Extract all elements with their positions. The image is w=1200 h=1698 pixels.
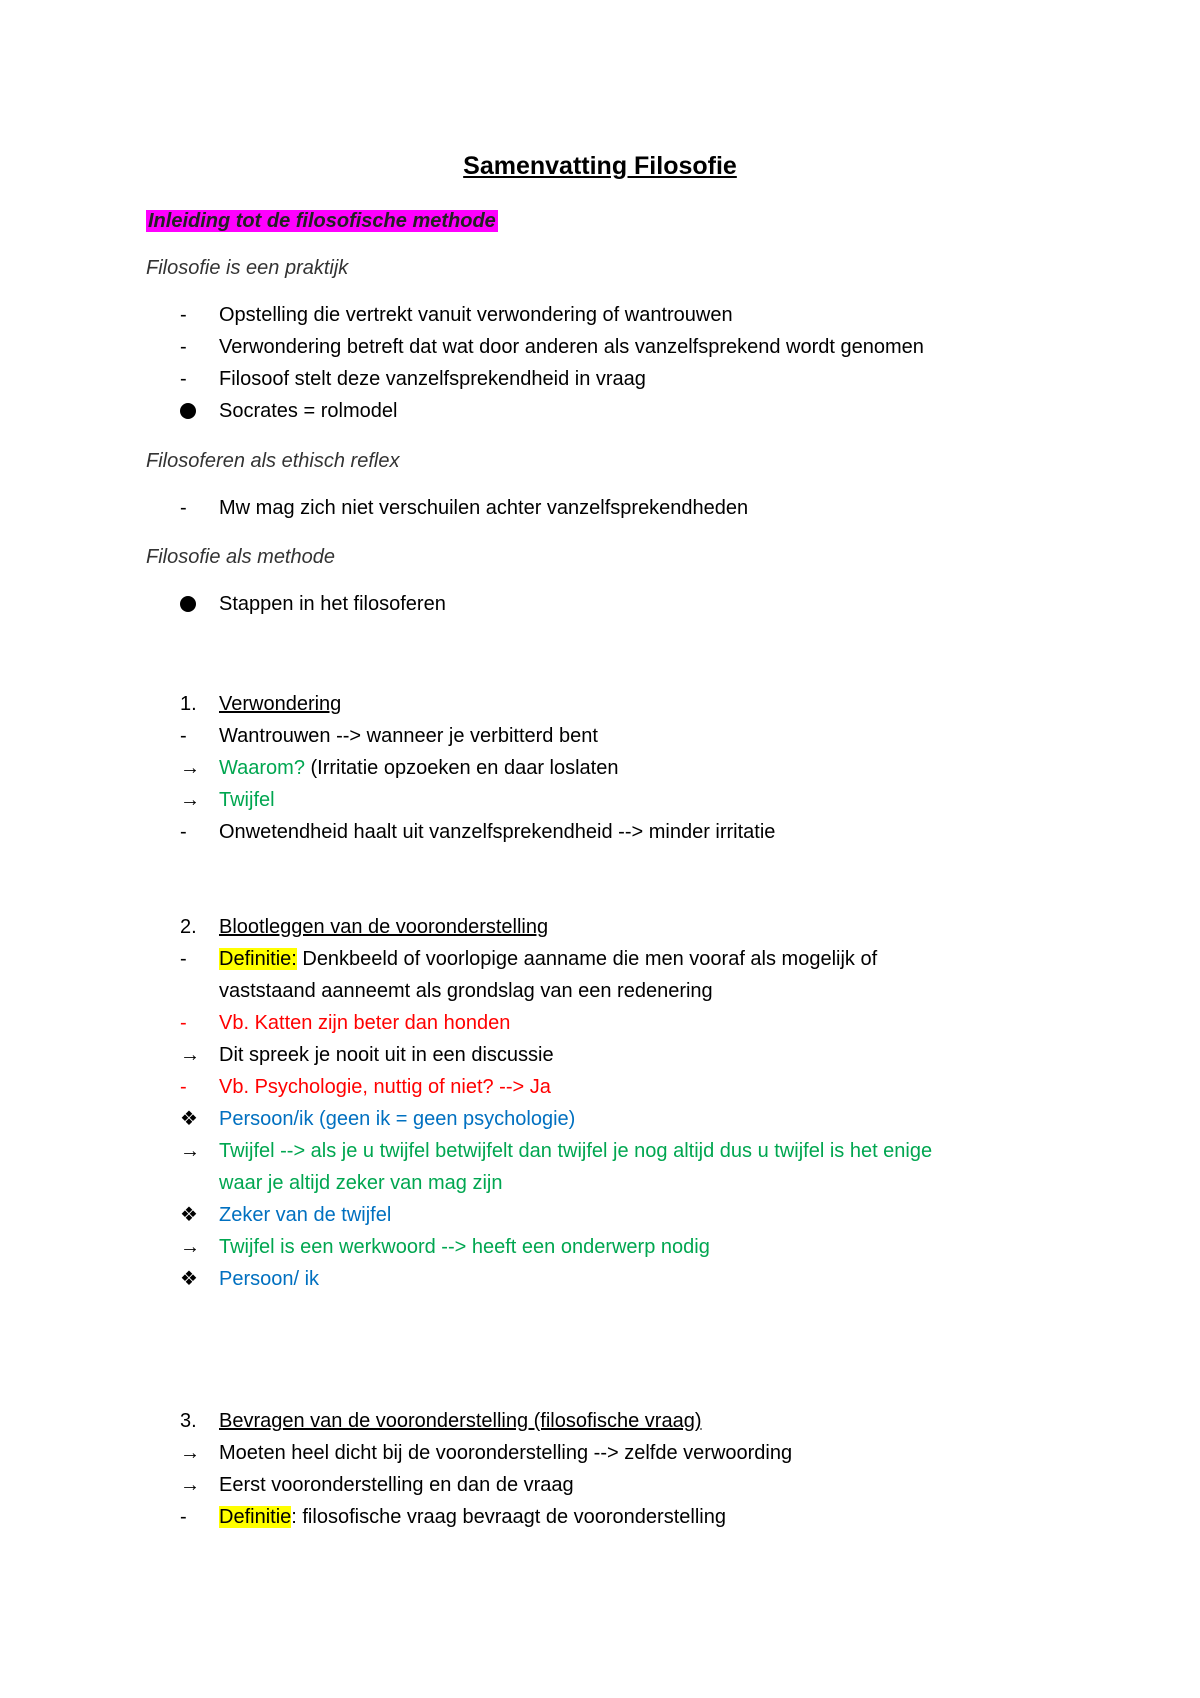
dash-bullet: - bbox=[180, 368, 187, 390]
list-item: Filosoof stelt deze vanzelfsprekendheid in vraag bbox=[219, 368, 646, 390]
list-item: Twijfel --> als je u twijfel betwijfelt dan twijfel je nog altijd dus u twijfel is het enige bbox=[219, 1140, 933, 1162]
list-item: Dit spreek je nooit uit in een discussie bbox=[219, 1044, 554, 1066]
definition-item bbox=[219, 944, 877, 974]
list-item bbox=[219, 753, 618, 783]
section-heading-text: Inleiding tot de filosofische methode bbox=[148, 210, 496, 232]
document-title: Samenvatting Filosofie bbox=[463, 152, 737, 180]
definition-label: Definitie bbox=[219, 1506, 292, 1528]
list-item: Moeten heel dicht bij de vooronderstelling --> zelfde verwoording bbox=[219, 1442, 793, 1464]
arrow-icon: → bbox=[180, 757, 200, 779]
arrow-icon: → bbox=[180, 789, 200, 811]
list-item: Onwetendheid haalt uit vanzelfsprekendheid --> minder irritatie bbox=[219, 821, 776, 843]
dash-bullet: - bbox=[180, 497, 187, 519]
dash-bullet: - bbox=[180, 725, 187, 747]
green-text: Waarom? bbox=[219, 757, 305, 779]
list-item: Socrates = rolmodel bbox=[219, 400, 398, 422]
item-text: (Irritatie opzoeken en daar loslaten bbox=[304, 757, 619, 779]
step-title: Verwondering bbox=[219, 693, 342, 715]
dash-bullet: - bbox=[180, 1506, 187, 1528]
subheading-praktijk: Filosofie is een praktijk bbox=[146, 257, 349, 279]
circle-bullet-icon bbox=[180, 589, 210, 621]
definition-item bbox=[219, 1502, 726, 1532]
list-item: Opstelling die vertrekt vanuit verwondering of wantrouwen bbox=[219, 304, 733, 326]
section-heading bbox=[146, 206, 498, 236]
list-item: Twijfel bbox=[219, 789, 275, 811]
step-number: 2. bbox=[180, 916, 197, 938]
list-item-continuation: waar je altijd zeker van mag zijn bbox=[219, 1172, 503, 1194]
list-item: Stappen in het filosoferen bbox=[219, 593, 446, 615]
arrow-icon: → bbox=[180, 1140, 200, 1162]
dash-bullet: - bbox=[180, 1012, 187, 1034]
arrow-icon: → bbox=[180, 1236, 200, 1258]
subheading-ethisch: Filosoferen als ethisch reflex bbox=[146, 450, 400, 472]
diamond-icon: ❖ bbox=[180, 1268, 198, 1290]
example-item: Vb. Psychologie, nuttig of niet? --> Ja bbox=[219, 1076, 551, 1098]
arrow-icon: → bbox=[180, 1044, 200, 1066]
definition-label: Definitie: bbox=[219, 948, 297, 970]
definition-continuation: vaststaand aanneemt als grondslag van een redenering bbox=[219, 980, 713, 1002]
diamond-icon: ❖ bbox=[180, 1204, 198, 1226]
list-item: Mw mag zich niet verschuilen achter vanzelfsprekendheden bbox=[219, 497, 749, 519]
definition-text: Denkbeeld of voorlopige aanname die men vooraf als mogelijk of bbox=[296, 948, 878, 970]
list-item: Verwondering betreft dat wat door anderen als vanzelfsprekend wordt genomen bbox=[219, 336, 924, 358]
step-title: Bevragen van de vooronderstelling (filosofische vraag) bbox=[219, 1410, 702, 1432]
arrow-icon: → bbox=[180, 1474, 200, 1496]
step-title: Blootleggen van de vooronderstelling bbox=[219, 916, 549, 938]
list-item: Zeker van de twijfel bbox=[219, 1204, 392, 1226]
diamond-icon: ❖ bbox=[180, 1108, 198, 1130]
list-item: Eerst vooronderstelling en dan de vraag bbox=[219, 1474, 574, 1496]
step-number: 3. bbox=[180, 1410, 197, 1432]
list-item: Persoon/ik (geen ik = geen psychologie) bbox=[219, 1108, 576, 1130]
list-item: Twijfel is een werkwoord --> heeft een onderwerp nodig bbox=[219, 1236, 710, 1258]
dash-bullet: - bbox=[180, 948, 187, 970]
dash-bullet: - bbox=[180, 336, 187, 358]
dash-bullet: - bbox=[180, 821, 187, 843]
circle-bullet-icon bbox=[180, 396, 210, 428]
list-item: Persoon/ ik bbox=[219, 1268, 320, 1290]
list-item: Wantrouwen --> wanneer je verbitterd bent bbox=[219, 725, 598, 747]
dash-bullet: - bbox=[180, 1076, 187, 1098]
arrow-icon: → bbox=[180, 1442, 200, 1464]
definition-text: : filosofische vraag bevraagt de vooronderstelling bbox=[291, 1506, 726, 1528]
subheading-methode: Filosofie als methode bbox=[146, 546, 335, 568]
example-item: Vb. Katten zijn beter dan honden bbox=[219, 1012, 511, 1034]
step-number: 1. bbox=[180, 693, 197, 715]
dash-bullet: - bbox=[180, 304, 187, 326]
